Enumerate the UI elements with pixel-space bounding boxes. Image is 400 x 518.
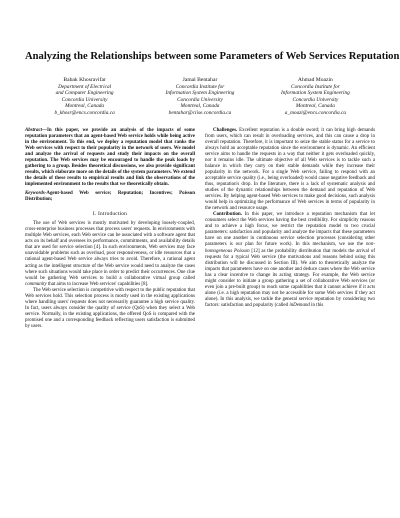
author-affiliation: Concordia Institute for: [175, 83, 225, 90]
challenges-label: Challenges.: [213, 127, 238, 133]
intro-p1-end: that aims to increase Web services' capabilities [8].: [46, 281, 149, 287]
body-columns: [25, 128, 375, 330]
author-affiliation: Concordia University: [177, 96, 223, 103]
author-affiliation: and Computer Engineering: [55, 90, 114, 97]
author-affiliation: Information System Engineering: [165, 90, 235, 97]
abstract-text: —In this paper, we provide an analysis of the impacts of some reputation parameters that an agent-based Web service holds while being active in the environment. To this end, we deploy a reputation model that ranks the Web services with respect to their popularity in the network of users. We model and analyze the arrival of requests and study their impacts on the overall reputation. The Web services may be encouraged to handle the peak loads by gathering to a group. Besides theoretical discussions, we also provide significant results, which elaborate more on the details of the system parameters. We extend the details of these results to empirical results and link the observations of the implemented environment to the results that we theoretically obtain.: [25, 127, 195, 187]
keywords: [25, 191, 195, 203]
abstract-label: Abstract: [25, 127, 43, 133]
contribution-emphasis-2: inDemand: [289, 302, 310, 308]
left-column: [25, 128, 195, 330]
intro-p1-text: The use of Web services is mostly motivated by developing loosely-coupled, cross-enterprise business processes that process users' requests. In environments with multiple Web services, each Web service can be associated with a software agent that acts on its behalf and oversees its performance, commitments, and availability details that are used for service selection [4]. In such environments, Web services may face unavoidable problems such as overload, poor responsiveness, or idle resources that a rational agent-based Web service always tries to avoid. Therefore, a rational agent acting as the intelligent structure of the Web service would need to analyze the cases where such situations would take place in order to predict their occurrences. One clue would be gathering Web services to build a collaborative virtual group called: [25, 221, 195, 281]
contribution-text-c: in this: [309, 302, 324, 308]
section-heading-introduction: I. Introduction: [92, 211, 128, 218]
author-email: b_khosr@encs.concordia.ca: [54, 109, 115, 116]
author-affiliation: Concordia University: [292, 96, 339, 103]
contribution-text-b: [12] as the probability distribution that models the arrival of requests for a typical Web service (the motivations and reasons behind using this distribution will be discussed in Section III). We aim to theoretically analyze the impacts that parameters have on one another and deduce cases where the Web service has a clear incentive to change its acting strategy. For example, the Web service might consider to initiate a group gathering a set of collaborative Web services (or even join a pre-built group) to reach some capabilities that it cannot achieve if it acts alone (i.e. a high reputation may not be accessible for some Web services if they act alone). In this analysis, we tackle the general service reputation by considering two factors: satisfaction and popularity (called: [205, 248, 375, 308]
author-location: Montreal, Canada: [180, 103, 220, 110]
challenges-paragraph: [205, 128, 375, 213]
author-location: Montreal, Canada: [295, 103, 335, 110]
intro-paragraph-1: [25, 221, 195, 288]
author-affiliation: Concordia Institute for: [291, 83, 340, 90]
abstract: [25, 128, 195, 188]
challenges-text: Excellent reputation is a double sword; it can bring high demands from users, which can result in overloading services, and this can cause a drop in overall reputation. Therefore, it is important to seize the stable status for a service to always hold an acceptable reputation since the environment is dynamic. An efficient service aims to handle the requests in a way that neither it gets overloaded quickly, nor it remains idle. The ultimate objective of all Web services is to tackle such a balance in which they carry on their stable demands while they increase their popularity in the network. For a single Web service, failing to respond with an acceptable service quality (i.e., being overloaded) would cause negative feedback and thus, reputation's drop. In the literature, there is a lack of systematic analysis and studies of the dynamic relationships between the demand and reputation of Web services. By helping agent-based Web services to make good decisions, such analysis would help in optimizing the performance of Web services in terms of popularity in the network and resource usage.: [205, 127, 375, 212]
author-affiliation: Information System Engineering: [280, 90, 350, 97]
author-block: [25, 77, 375, 117]
author-2: [142, 77, 257, 117]
keywords-text: -Agent-based Web service; Reputation; Incentives; Poisson Distribution;: [25, 191, 195, 203]
contribution-text-a: In this paper, we introduce a reputation mechanism that let consumers select the Web services having the best credibility. For simplicity reasons and to achieve a high focus, we restrict the reputation model to two crucial parameters: satisfaction and popularity and analyze the impacts that these parameters have on one another in continuous service selection processes (considering other parameters is our plan for future work). In this mechanism, we use the: [205, 212, 375, 248]
paper-title: Analyzing the Relationships between some Parameters of Web Services Reputation: [25, 51, 400, 62]
author-affiliation: Department of Electrical: [58, 83, 112, 90]
author-3: [258, 77, 373, 117]
right-column: [205, 128, 375, 330]
contribution-label: Contribution.: [213, 212, 242, 218]
contribution-paragraph: [205, 212, 375, 309]
intro-paragraph-2: The Web service selection is competitive with respect to the public reputation that Web services hold. This selection process is mostly used in the existing applications where handling users' requests does not necessarily guarantee a high service quality. In fact, users always consider the quality of service (QoS) when they select a Web service. Normally, in the existing applications, the offered QoS is compared with the promised one and a corresponding feedback reflecting users satisfaction is submitted by users.: [25, 287, 195, 329]
author-name: Jamal Bentahar: [182, 77, 218, 83]
keywords-label: Keywords: [25, 191, 45, 197]
author-email: bentahar@ciise.concordia.ca: [168, 109, 232, 116]
contribution-emphasis: non-homogeneous Poisson: [205, 242, 375, 254]
author-name: Ahmad Moazin: [297, 77, 333, 83]
author-affiliation: Concordia University: [61, 96, 108, 103]
author-email: a_moazi@encs.concordia.ca: [284, 109, 346, 116]
author-name: Babak Khosravifar: [63, 77, 106, 83]
intro-p1-emphasis: community: [25, 281, 47, 287]
author-1: [27, 77, 142, 117]
author-location: Montreal, Canada: [65, 103, 105, 110]
